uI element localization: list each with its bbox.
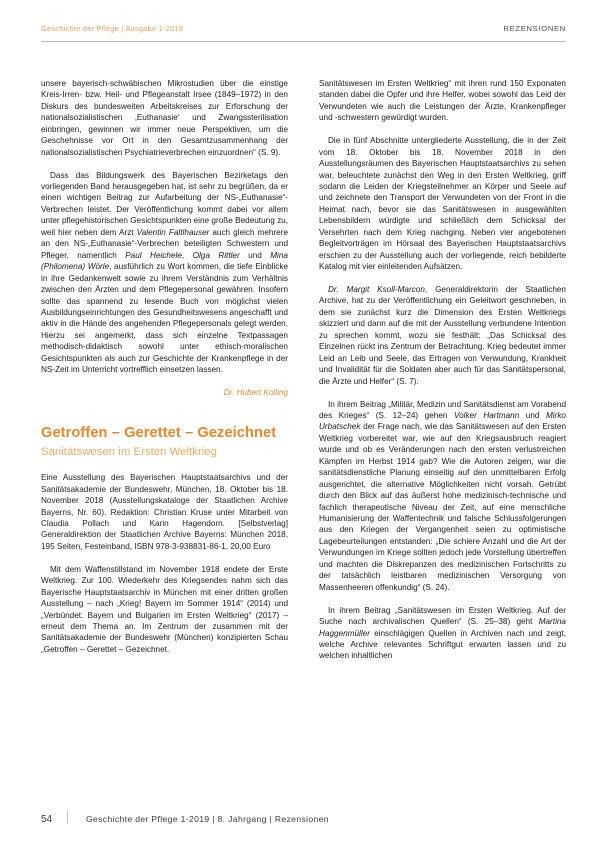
review-author-signature: Dr. Hubert Kolling <box>223 387 288 397</box>
left-column <box>41 78 288 790</box>
person-name-urbatschek: Mirko Urbatschek <box>319 410 566 432</box>
person-name-faltlhauser: Valentin Faltlhauser <box>136 227 210 237</box>
paragraph-continuation: unsere bayerisch-schwäbischen Mikrostudien über die einstige Kreis-Irren- bzw. Heil- und Pflegeanstalt Irsee (1849–1972) in den Diskurs des bundesweiten Arbeitskreises zur Erforschung der nationalsozialistischen ‚Euthanasie‘ und Zwangssterilisation einbringen, gewinnen wir immer neue Perspektiven, um die Geschehnisse vor Ort in den Gesamtzusammenhang der nationalsozialistischen Psychiatrieverbrechen einzuordnen“ (S. 9). <box>41 79 288 157</box>
person-name-haggenmueller: Martina Haggenmüller <box>319 617 566 638</box>
text-run: einschlägigen Quellen in Archiven nach und zeigt, welche Archive relevantes Schriftgut erwarten lassen und zu welchen inhaltlichen <box>319 628 566 661</box>
text-run: , <box>181 250 193 260</box>
person-name-heichele: Paul Heichele <box>125 250 182 260</box>
paragraph-archivalische-quellen <box>319 605 566 662</box>
person-name-ksoll-marcon: Dr. Margit Ksoll-Marcon <box>328 285 425 295</box>
running-head-right: REZENSIONEN <box>503 24 566 33</box>
page-number: 54 <box>41 814 53 825</box>
text-run: In ihrem Beitrag „Militär, Medizin und Sanitätsdienst am Vorabend des Krieges“ (S. 12–24) gehen <box>319 399 566 420</box>
review-subtitle: Sanitätswesen im Ersten Weltkrieg <box>41 446 217 459</box>
paragraph-geleitwort <box>319 284 566 387</box>
running-head <box>41 24 566 40</box>
person-name-woerle: Mina (Philomena) Wörle <box>41 250 288 272</box>
page-footer <box>41 809 329 825</box>
paragraph-exponate: Sanitätswesen im Ersten Weltkrieg“ mit ihren rund 150 Exponaten standen dabei die Opfer und ihre Helfer, wobei sowohl das Leid der Verwundeten wie auch die Leistungen der Ärzte, Krankenpfleger und -schwestern gewürdigt wurden. <box>319 79 566 123</box>
two-column-body <box>41 78 566 790</box>
text-run: und <box>519 410 546 420</box>
bibliographic-reference: Eine Ausstellung des Bayerischen Hauptstaatsarchivs und der Sanitätsakademie der Bundeswehr, München, 18. Oktober bis 18. November 2018 (Ausstellungskataloge der Staatlichen Archive Bayerns, Nr. 60). Redaktion: Christian Kruse unter Mitarbeit von Claudia Pollach und Karin Hagendorn. [Selbstverlag] Generaldirektion der Staatlichen Archive Bayerns: München 2018, 195 Seiten, Festeinband, ISBN 978-3-938831-86-1, 20,00 Euro <box>41 473 288 551</box>
person-name-rittler: Olga Rittler <box>192 250 240 260</box>
paragraph-waffenstillstand: Mit dem Waffenstillstand im November 1918 endete der Erste Weltkrieg. Zur 100. Wiederkehr des Kriegsendes nahm sich das Bayerische Hauptstaatsarchiv in München mit einer dritten großen Ausstellung – nach „Krieg! Bayern im Sommer 1914“ (2014) und „Verbündet. Bayern und Bulgarien im Ersten Weltkrieg“ (2017) – erneut dem Thema an. Im Zentrum der zusammen mit der Sanitätsakademie der Bundeswehr (München) konzipierten Schau „Getroffen – Gerettet – Gezeichnet. <box>41 564 288 654</box>
right-column <box>319 78 566 790</box>
text-run: der Frage nach, wie das Sanitätswesen auf den Ersten Weltkrieg vorbereitet war, wie auf den Kriegsausbruch reagiert wurde und ob es Veränderungen nach den ersten verlustreichen Kämpfen im Herbst 1914 gab? Wie die Autoren zeigen, war die sanitätsdienstliche Planung einseitig auf den unmittelbaren Erfolg ausgerichtet, die alternative Möglichkeiten nicht vorsah. Getrübt durch den Blick auf das äußerst hohe medizinisch-technische und fachlich therapeutische Niveau der Zeit, auf eine menschliche Humanisierung der Waffentechnik und falsche Schlussfolgerungen aus den Kriegen der Vergangenheit seien zu optimistische Lagebeurteilungen entstanden: „Die schiere Anzahl und die Art der Verwundungen im Kriege sollten jedoch jede Vorstellung übertreffen und machten die Diskrepanzen des medizinischen Fortschritts zu der tatsächlich leistbaren medizinischen Versorgung von Massenheeren offenkundig“ (S. 24). <box>319 422 566 592</box>
running-head-left: Geschichte der Pflege | Ausgabe 1-2019 <box>41 24 184 33</box>
footer-divider <box>67 811 68 824</box>
person-name-hartmann: Volker Hartmann <box>453 410 520 420</box>
header-divider <box>41 41 566 42</box>
paragraph-bildungswerk <box>41 170 288 376</box>
text-run: und <box>239 250 271 260</box>
paragraph-militaer-medizin <box>319 399 566 594</box>
text-run: auch gleich mehrere an den NS-„Euthanasie“-Verbrechen beteiligten Schwestern und Pfleger, namentlich <box>41 227 288 260</box>
text-run: , Generaldirektorin der Staatlichen Archive, hat zu der Veröffentlichung ein Geleitwort geschrieben, in dem sie zunächst kurz die Dimension des Ersten Weltkriegs skizziert und dann auf die mit der Ausstellung verbundene Intention zu sprechen kommt, wozu sie festhält: „Das Schicksal des Einzelnen rückt ins Zentrum der Betrachtung. Krieg bedeutet immer Leid an Leib und Seele, das Ertragen von Verwundung, Krankheit und Invalidität für die Soldaten aber auch für das Sanitätspersonal, die Ärzte und Helfer“ (S. 7). <box>319 285 566 386</box>
review-title: Getroffen – Gerettet – Gezeichnet <box>41 425 277 442</box>
text-run: , ausführlich zu Wort kommen, die tiefe Einblicke in ihre Gedankenwelt sowie zu ihrem Verständnis zum Verhältnis zwischen den Ärzten und dem Pflegepersonal gewähren. Insofern sollte das spannend zu lesende Buch von möglichst vielen Ausbildungseinrichtungen des Gesundheitswesens angeschafft und aktiv in die Hände des angehenden Pflegepersonals gelegt werden. Hierzu sei angemerkt, dass sich einzelne Textpassagen methodisch-didaktisch sowohl unter ethisch-moralischen Gesichtspunkten als auch zur Geschichte der Krankenpflege in der NS-Zeit im Unterricht vortrefflich einsetzen lassen. <box>41 262 289 375</box>
paragraph-ausstellung: Die in fünf Abschnitte untergliederte Ausstellung, die in der Zeit vom 18. Oktober bis 18. November 2018 in den Ausstellungsräumen des Bayerischen Hauptstaatsarchivs zu sehen war, beleuchtete zunächst den Weg in den Ersten Weltkrieg, griff sodann die Leiden der Kriegsteilnehmer an Körper und Seele auf und zeichnete den Transport der Verwundeten von der Front in die Heimat nach, bevor sie das Sanitätswesen in ausgewählten Lebensbildern würdigte und schließlich dem Schicksal der Versehrten nach dem Krieg nachging. Neben vier angebotenen Begleitvorträgen im Hörsaal des Bayerischen Hauptstaatsarchivs erschien zu der Ausstellung auch der vorliegende, reich bebilderte Katalog mit vier einleitenden Aufsätzen. <box>319 136 566 272</box>
footer-citation: Geschichte der Pflege 1-2019 | 8. Jahrgang | Rezensionen <box>86 814 329 824</box>
text-run: Dass das Bildungswerk des Bayerischen Bezirketags den vorliegenden Band herausgegeben hat, ist sehr zu begrüßen, da er einen wichtigen Beitrag zur Aufarbeitung der NS-„Euthanasie“-Verbrechen leistet. Der Veröffentlichung kommt dabei vor allem unter pflegehistorischen Gesichtspunkten eine große Bedeutung zu, weil hier neben dem Arzt <box>41 170 288 237</box>
text-run: In ihrem Beitrag „Sanitätswesen im Ersten Weltkrieg. Auf der Suche nach archivalischen Quellen“ (S. 25–38) geht <box>319 605 566 627</box>
